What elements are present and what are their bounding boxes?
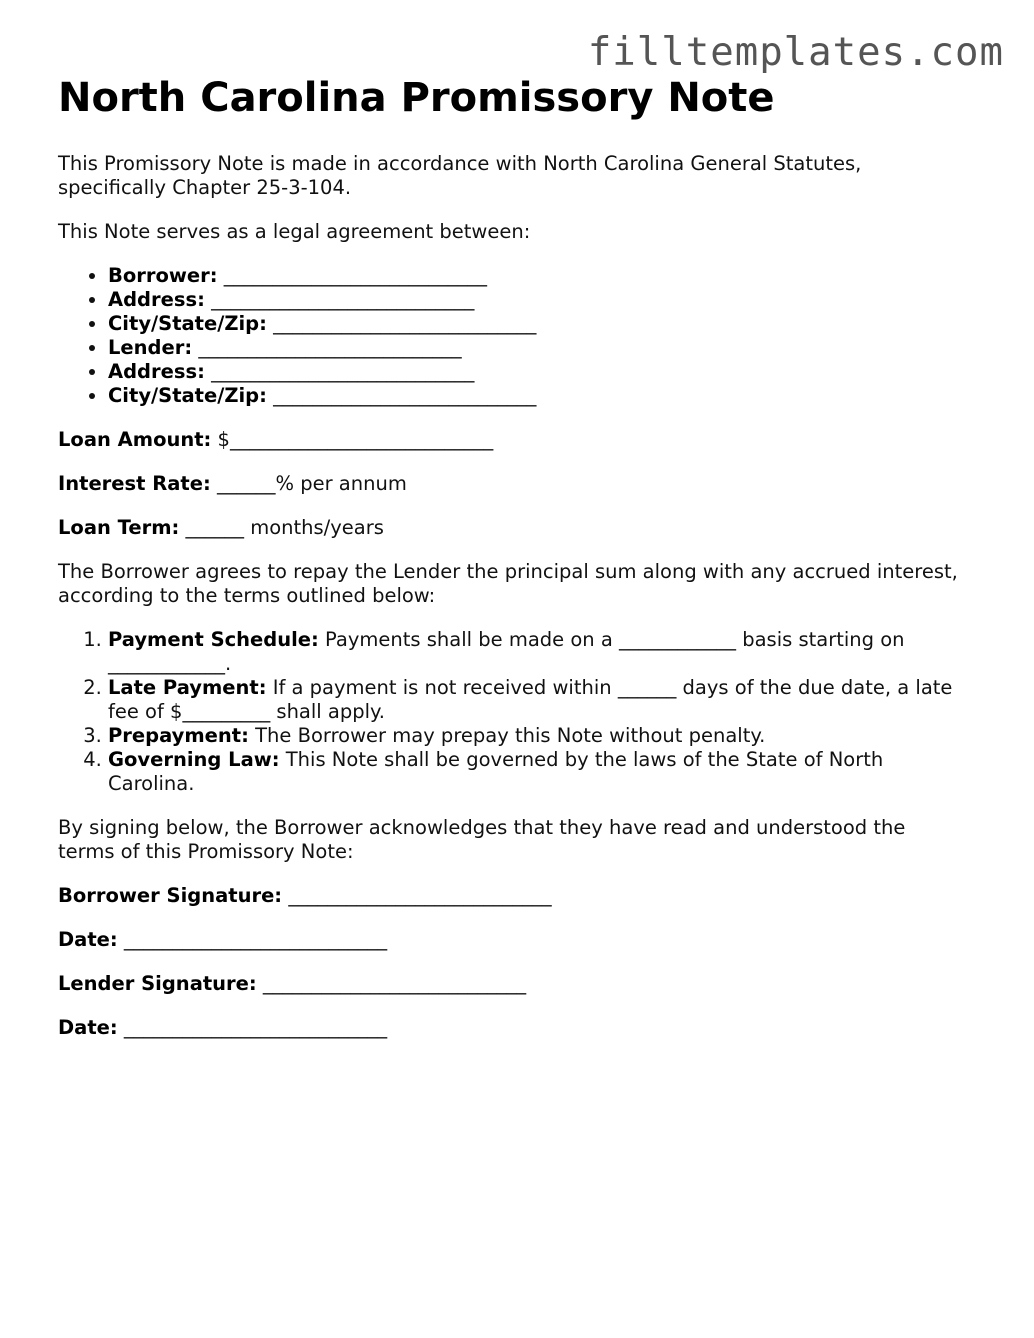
party-lender-address bbox=[108, 360, 958, 384]
party-lender bbox=[108, 336, 958, 360]
interest-rate-row bbox=[58, 472, 958, 496]
loan-amount-row bbox=[58, 428, 958, 452]
term-late-payment bbox=[108, 676, 958, 724]
date-blank[interactable]: ___________________________ bbox=[123, 928, 388, 951]
party-borrower bbox=[108, 264, 958, 288]
field-label: Lender Signature: bbox=[58, 972, 257, 995]
loan-term-row bbox=[58, 516, 958, 540]
term-governing-law bbox=[108, 748, 958, 796]
signature-blank[interactable]: ___________________________ bbox=[288, 884, 552, 907]
blank-line[interactable]: ___________________________ bbox=[198, 336, 462, 359]
term-label: Late Payment: bbox=[108, 676, 267, 699]
field-label: Date: bbox=[58, 928, 118, 951]
document-body bbox=[58, 72, 958, 1040]
field-label: Address: bbox=[108, 360, 205, 383]
field-label: Loan Term: bbox=[58, 516, 180, 539]
party-borrower-city bbox=[108, 312, 958, 336]
field-label: Loan Amount: bbox=[58, 428, 212, 451]
parties-list bbox=[58, 264, 958, 408]
term-label: Prepayment: bbox=[108, 724, 249, 747]
borrower-signature-row bbox=[58, 884, 958, 908]
blank-line[interactable]: ___________________________ bbox=[211, 288, 475, 311]
field-label: City/State/Zip: bbox=[108, 312, 267, 335]
field-label: Date: bbox=[58, 1016, 118, 1039]
loan-term-blank[interactable]: ______ months/years bbox=[185, 516, 384, 539]
terms-list bbox=[58, 628, 958, 796]
acknowledge-paragraph: By signing below, the Borrower acknowledges that they have read and understood the terms of this Promissory Note: bbox=[58, 816, 906, 863]
loan-amount-blank[interactable]: $___________________________ bbox=[217, 428, 494, 451]
date-blank[interactable]: ___________________________ bbox=[123, 1016, 388, 1039]
term-prepayment bbox=[108, 724, 958, 748]
term-label: Payment Schedule: bbox=[108, 628, 319, 651]
field-label: Borrower Signature: bbox=[58, 884, 283, 907]
lender-signature-row bbox=[58, 972, 958, 996]
field-label: Lender: bbox=[108, 336, 193, 359]
term-label: Governing Law: bbox=[108, 748, 280, 771]
field-label: Interest Rate: bbox=[58, 472, 211, 495]
interest-rate-blank[interactable]: ______% per annum bbox=[216, 472, 407, 495]
term-text: If a payment is not received within ______ days of the due date, a late fee of $_________ shall apply. bbox=[108, 676, 953, 723]
term-payment-schedule bbox=[108, 628, 958, 676]
party-borrower-address bbox=[108, 288, 958, 312]
field-label: Address: bbox=[108, 288, 205, 311]
field-label: City/State/Zip: bbox=[108, 384, 267, 407]
term-text: This Note shall be governed by the laws of the State of North Carolina. bbox=[108, 748, 884, 795]
field-label: Borrower: bbox=[108, 264, 218, 287]
term-text: The Borrower may prepay this Note without penalty. bbox=[255, 724, 766, 747]
blank-line[interactable]: ___________________________ bbox=[211, 360, 475, 383]
signature-blank[interactable]: ___________________________ bbox=[262, 972, 527, 995]
term-text: Payments shall be made on a ____________ basis starting on ____________. bbox=[108, 628, 905, 675]
blank-line[interactable]: ___________________________ bbox=[273, 312, 537, 335]
party-lender-city bbox=[108, 384, 958, 408]
intro-paragraph: This Promissory Note is made in accordance with North Carolina General Statutes, specifically Chapter 25-3-104. bbox=[58, 152, 862, 199]
repay-paragraph: The Borrower agrees to repay the Lender the principal sum along with any accrued interest, according to the terms outlined below: bbox=[58, 560, 958, 607]
lender-date-row bbox=[58, 1016, 958, 1040]
blank-line[interactable]: ___________________________ bbox=[273, 384, 537, 407]
blank-line[interactable]: ___________________________ bbox=[223, 264, 487, 287]
borrower-date-row bbox=[58, 928, 958, 952]
page-title: North Carolina Promissory Note bbox=[58, 75, 775, 121]
agreement-intro: This Note serves as a legal agreement between: bbox=[58, 220, 531, 243]
watermark: filltemplates.com bbox=[587, 30, 1004, 75]
